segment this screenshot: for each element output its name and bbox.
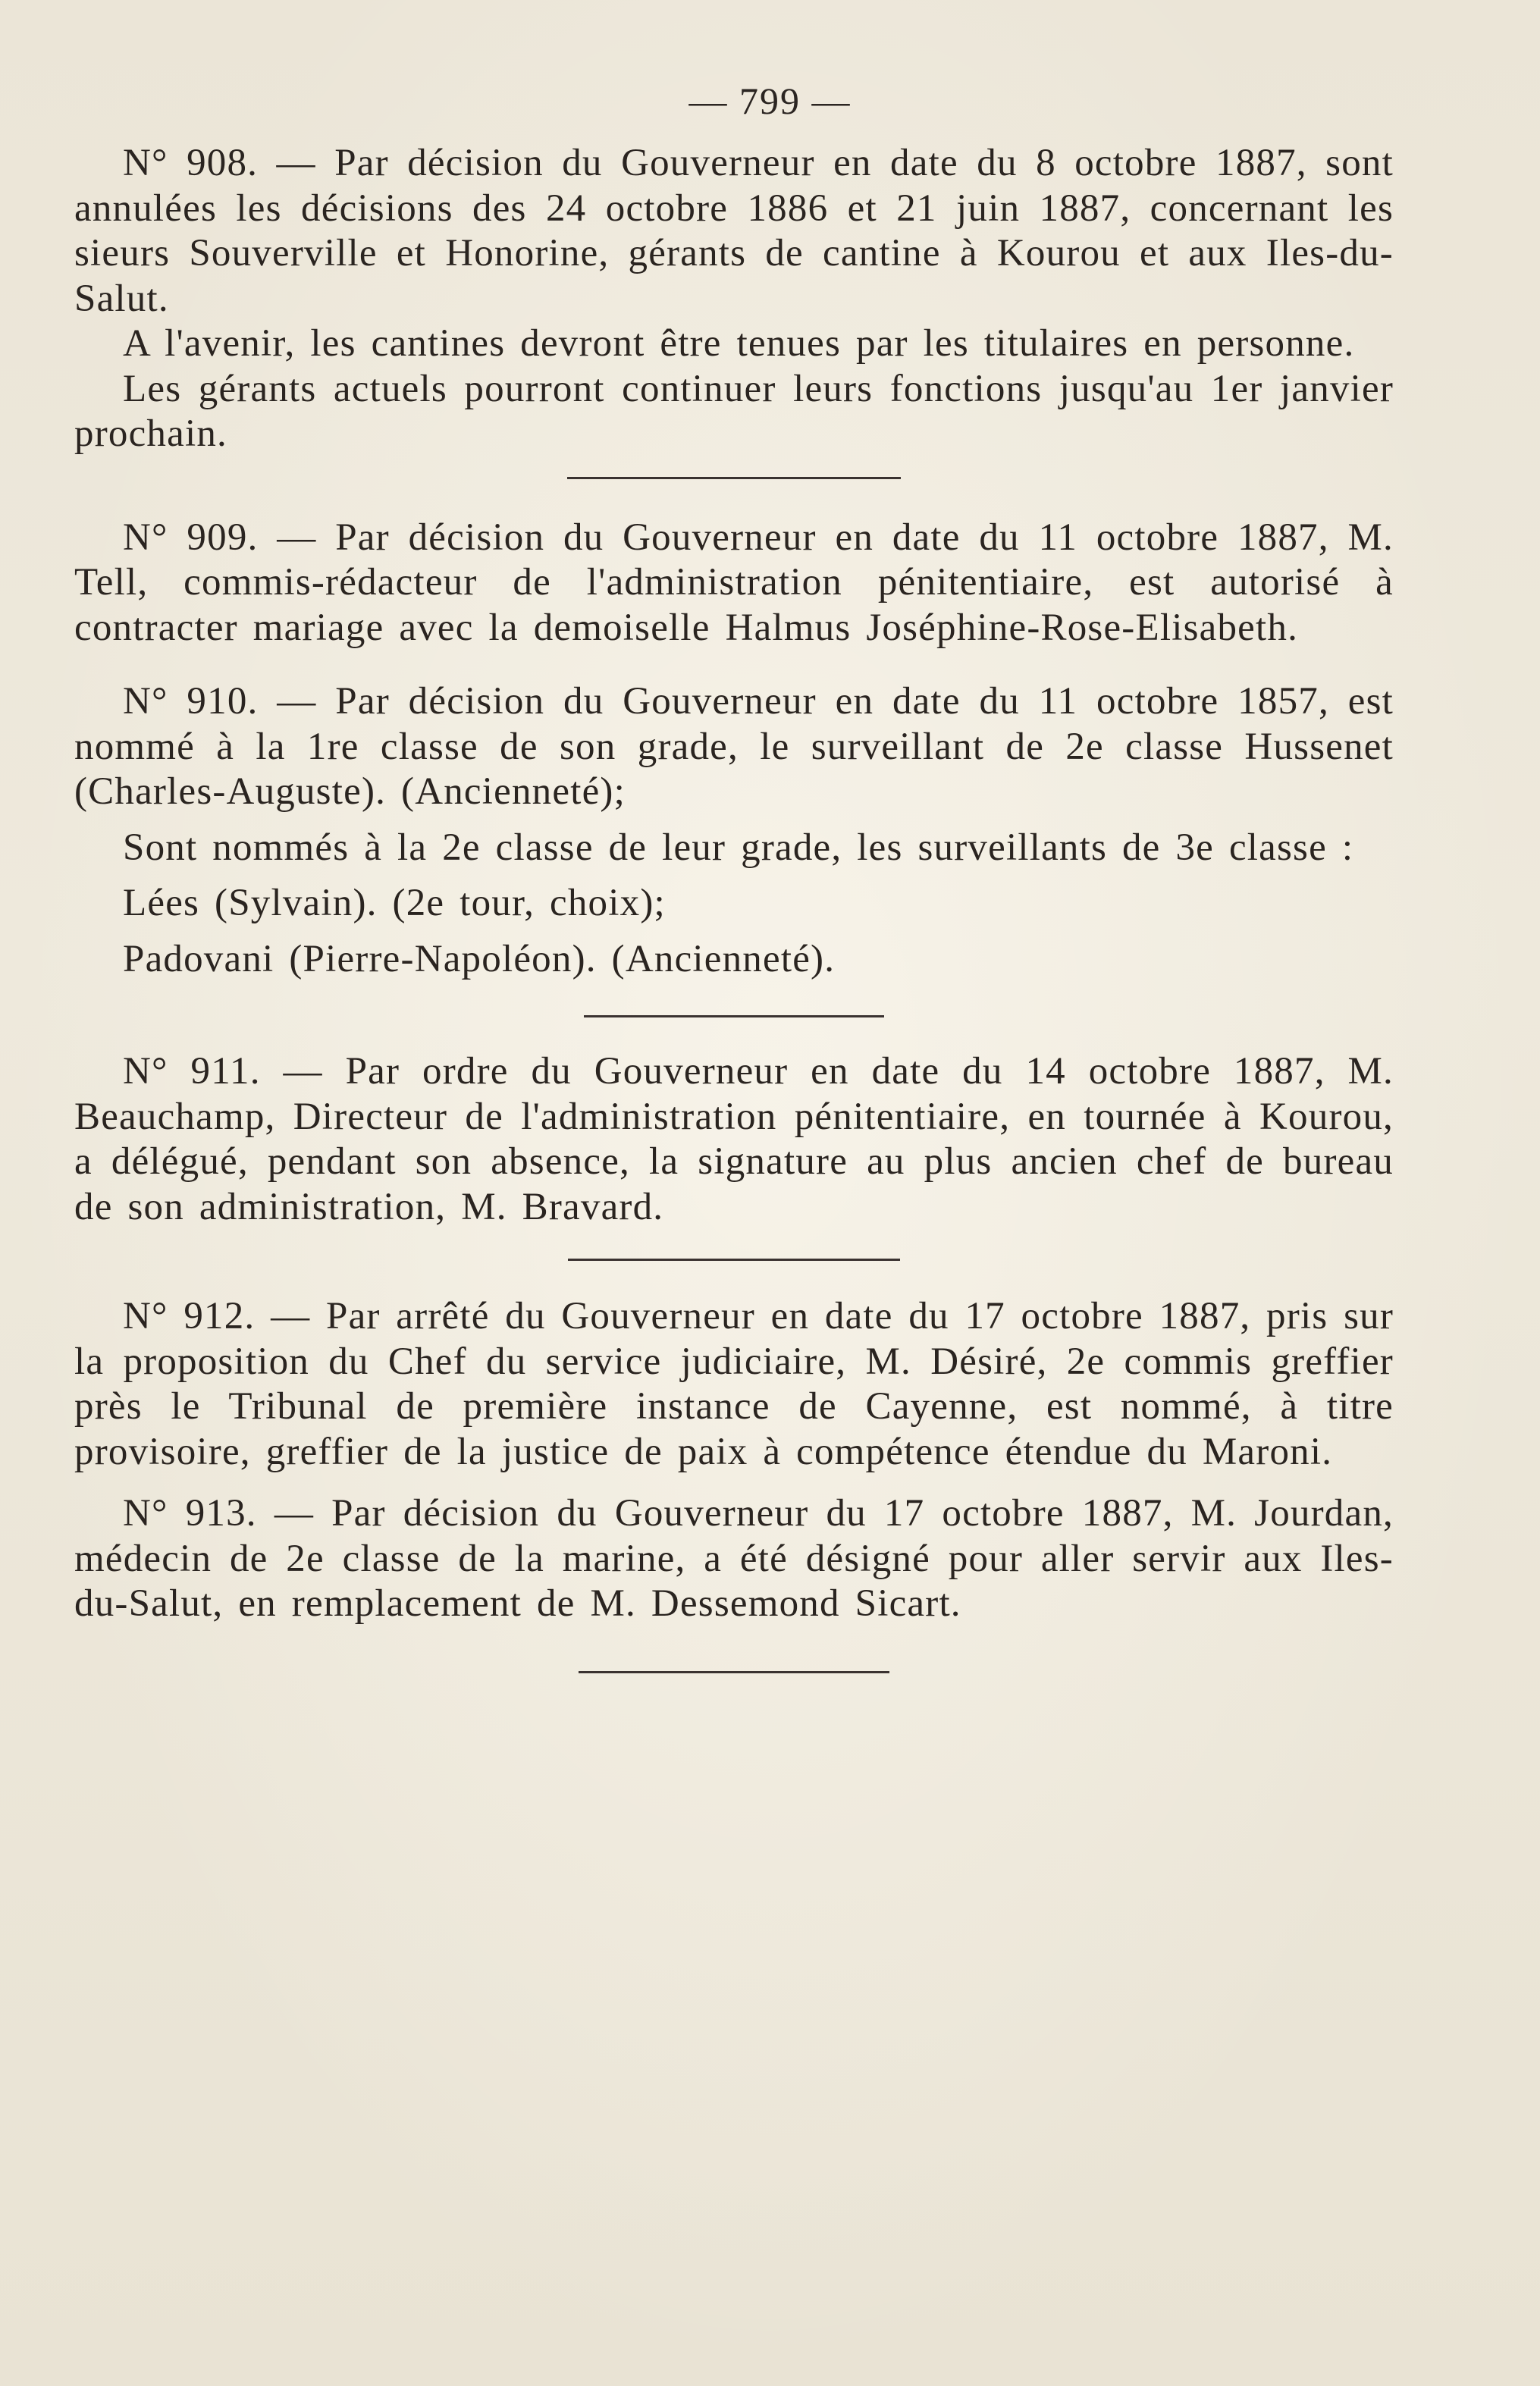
spacer xyxy=(74,815,1394,826)
decision-910-list-item-1: Lées (Sylvain). (2e tour, choix); xyxy=(123,882,666,924)
spacer xyxy=(74,1475,1394,1491)
section-divider xyxy=(568,1259,900,1261)
section-divider xyxy=(584,1015,884,1017)
page-number: — 799 — xyxy=(688,80,852,122)
decision-908-paragraph: N° 908. — Par décision du Gouverneur en date du 8 octobre 1887, sont annulées les décisions des 24 octobre 1886 et 21 juin 1887, concernant les sieurs Souverville et Honorine, gérants de cantine à Kourou et aux Iles-du-Salut. xyxy=(74,142,1394,320)
spacer xyxy=(74,926,1394,937)
spacer xyxy=(74,651,1394,679)
section-divider xyxy=(579,1671,889,1673)
decision-913-paragraph: N° 913. — Par décision du Gouverneur du 17 octobre 1887, M. Jourdan, médecin de 2e classe de la marine, a été désigné pour aller servir aux Iles-du-Salut, en remplacement de M. Dessemond Sicart. xyxy=(74,1492,1394,1625)
decision-912-paragraph: N° 912. — Par arrêté du Gouverneur en date du 17 octobre 1887, pris sur la proposition du Chef du service judiciaire, M. Désiré, 2e commis greffier près le Tribunal de première instance de Cayenne, est nommé, à titre provisoire, greffier de la justice de paix à compétence étendue du Maroni. xyxy=(74,1295,1394,1473)
text-column xyxy=(74,141,1394,1673)
decision-908-paragraph-2: A l'avenir, les cantines devront être tenues par les titulaires en personne. xyxy=(123,322,1355,365)
decision-910-paragraph: N° 910. — Par décision du Gouverneur en date du 11 octobre 1857, est nommé à la 1re classe de son grade, le surveillant de 2e classe Hussenet (Charles-Auguste). (Ancienneté); xyxy=(74,680,1394,813)
decision-911-paragraph: N° 911. — Par ordre du Gouverneur en date du 14 octobre 1887, M. Beauchamp, Directeur de l'administration pénitentiaire, en tournée à Kourou, a délégué, pendant son absence, la signature au plus ancien chef de bureau de son administration, M. Bravard. xyxy=(74,1050,1394,1228)
spacer xyxy=(74,870,1394,881)
decision-908-paragraph-3: Les gérants actuels pourront continuer leurs fonctions jusqu'au 1er janvier prochain. xyxy=(74,367,1394,455)
decision-909-paragraph: N° 909. — Par décision du Gouverneur en date du 11 octobre 1887, M. Tell, commis-rédacteur de l'administration pénitentiaire, est autorisé à contracter mariage avec la demoiselle Halmus Joséphine-Rose-Elisabeth. xyxy=(74,516,1394,649)
decision-910-list-item-2: Padovani (Pierre-Napoléon). (Ancienneté). xyxy=(123,937,836,980)
section-divider xyxy=(567,477,901,479)
decision-910-paragraph-2: Sont nommés à la 2e classe de leur grade, les surveillants de 3e classe : xyxy=(123,826,1354,869)
